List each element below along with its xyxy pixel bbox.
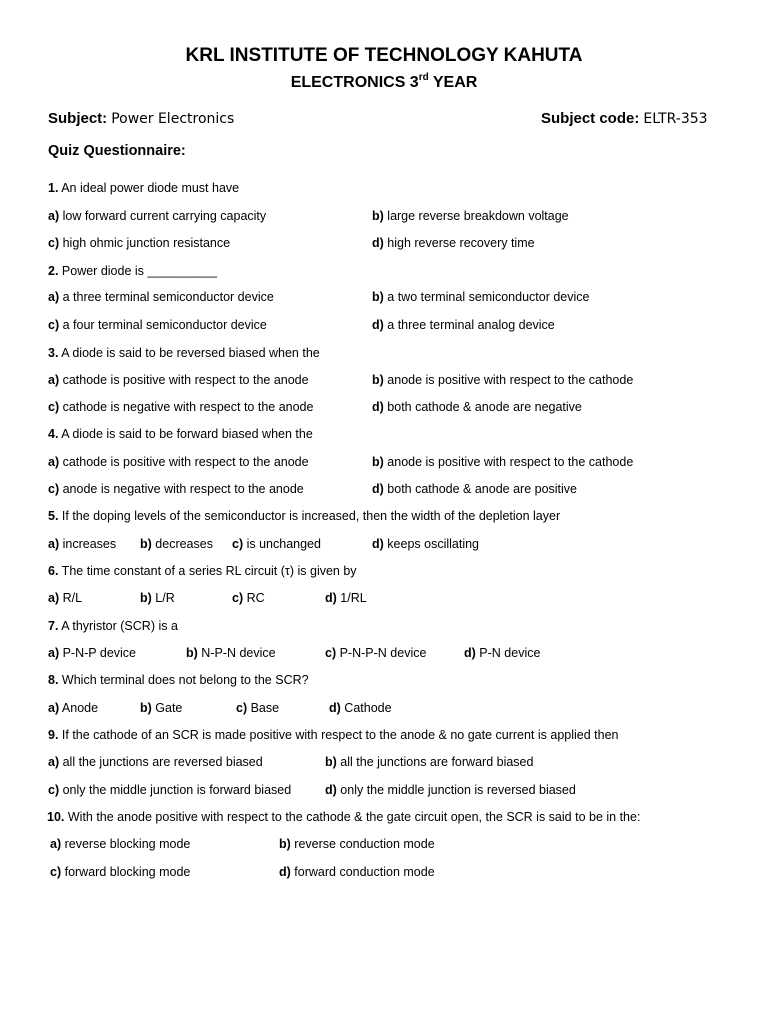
question-7 bbox=[48, 619, 178, 633]
option-letter: a) bbox=[50, 837, 62, 851]
option-letter: a) bbox=[48, 537, 60, 551]
option-letter: c) bbox=[48, 236, 60, 250]
option-letter: b) bbox=[372, 455, 384, 469]
option-9-a bbox=[48, 755, 263, 769]
question-8 bbox=[48, 673, 309, 687]
option-text: a three terminal analog device bbox=[383, 318, 555, 332]
question-number: 8. bbox=[48, 673, 59, 687]
class-title bbox=[0, 74, 768, 92]
question-text: If the cathode of an SCR is made positive with respect to the anode & no gate current is applied then bbox=[58, 728, 619, 742]
option-letter: b) bbox=[140, 701, 152, 715]
option-letter: b) bbox=[372, 373, 384, 387]
question-3 bbox=[48, 346, 320, 360]
option-letter: a) bbox=[48, 755, 60, 769]
option-letter: a) bbox=[48, 591, 60, 605]
option-text: high reverse recovery time bbox=[383, 236, 535, 250]
option-10-b bbox=[279, 837, 435, 851]
option-text: keeps oscillating bbox=[383, 537, 480, 551]
option-letter: d) bbox=[325, 783, 337, 797]
question-text: If the doping levels of the semiconductor is increased, then the width of the depletion layer bbox=[58, 509, 561, 523]
option-text: large reverse breakdown voltage bbox=[383, 209, 569, 223]
option-7-a bbox=[48, 646, 136, 660]
option-8-a bbox=[48, 701, 98, 715]
option-text: L/R bbox=[151, 591, 175, 605]
option-2-c bbox=[48, 318, 267, 332]
option-text: N-P-N device bbox=[197, 646, 276, 660]
option-3-a bbox=[48, 373, 309, 387]
option-text: P-N-P device bbox=[59, 646, 137, 660]
option-3-b bbox=[372, 373, 633, 387]
option-letter: b) bbox=[279, 837, 291, 851]
option-8-b bbox=[140, 701, 182, 715]
option-7-c bbox=[325, 646, 426, 660]
option-4-c bbox=[48, 482, 304, 496]
question-number: 6. bbox=[48, 564, 59, 578]
option-text: reverse conduction mode bbox=[290, 837, 435, 851]
option-letter: b) bbox=[140, 591, 152, 605]
option-text: all the junctions are reversed biased bbox=[59, 755, 263, 769]
option-letter: d) bbox=[372, 318, 384, 332]
question-number: 9. bbox=[48, 728, 59, 742]
option-4-b bbox=[372, 455, 633, 469]
subject-code-value: ELTR-353 bbox=[643, 111, 708, 127]
question-number: 3. bbox=[48, 346, 59, 360]
option-letter: b) bbox=[140, 537, 152, 551]
option-text: low forward current carrying capacity bbox=[59, 209, 267, 223]
option-5-d bbox=[372, 537, 479, 551]
option-2-b bbox=[372, 290, 589, 304]
option-4-a bbox=[48, 455, 309, 469]
option-letter: c) bbox=[48, 482, 60, 496]
option-letter: a) bbox=[48, 646, 60, 660]
question-number: 10. bbox=[47, 810, 65, 824]
question-text: An ideal power diode must have bbox=[58, 181, 240, 195]
option-text: P-N-P-N device bbox=[336, 646, 427, 660]
option-letter: a) bbox=[48, 701, 60, 715]
question-text: A thyristor (SCR) is a bbox=[58, 619, 178, 633]
option-text: P-N device bbox=[475, 646, 541, 660]
option-letter: a) bbox=[48, 290, 60, 304]
option-text: forward conduction mode bbox=[290, 865, 435, 879]
option-letter: d) bbox=[372, 236, 384, 250]
option-7-d bbox=[464, 646, 540, 660]
subject-label: Subject: bbox=[48, 110, 108, 127]
option-10-d bbox=[279, 865, 435, 879]
option-text: a three terminal semiconductor device bbox=[59, 290, 274, 304]
class-title-suffix: YEAR bbox=[428, 74, 478, 91]
option-1-a bbox=[48, 209, 266, 223]
question-number: 1. bbox=[48, 181, 59, 195]
option-5-a bbox=[48, 537, 116, 551]
option-text: RC bbox=[243, 591, 265, 605]
class-title-text: ELECTRONICS 3 bbox=[290, 74, 419, 91]
option-1-d bbox=[372, 236, 535, 250]
option-letter: c) bbox=[325, 646, 337, 660]
option-text: Cathode bbox=[340, 701, 392, 715]
question-1 bbox=[48, 181, 239, 195]
option-text: both cathode & anode are negative bbox=[383, 400, 582, 414]
option-letter: a) bbox=[48, 209, 60, 223]
option-letter: c) bbox=[48, 400, 60, 414]
option-text: forward blocking mode bbox=[61, 865, 191, 879]
question-4 bbox=[48, 427, 313, 441]
question-text: A diode is said to be forward biased when the bbox=[58, 427, 313, 441]
option-text: a two terminal semiconductor device bbox=[383, 290, 590, 304]
option-letter: b) bbox=[372, 209, 384, 223]
subject-line bbox=[48, 110, 234, 127]
option-10-a bbox=[50, 837, 190, 851]
option-text: cathode is positive with respect to the anode bbox=[59, 373, 309, 387]
option-text: both cathode & anode are positive bbox=[383, 482, 578, 496]
option-text: only the middle junction is forward biased bbox=[59, 783, 292, 797]
option-3-c bbox=[48, 400, 313, 414]
subject-code-label: Subject code: bbox=[541, 110, 640, 127]
option-8-c bbox=[236, 701, 279, 715]
option-letter: b) bbox=[372, 290, 384, 304]
option-6-c bbox=[232, 591, 265, 605]
option-letter: c) bbox=[232, 537, 244, 551]
option-text: high ohmic junction resistance bbox=[59, 236, 231, 250]
option-text: Gate bbox=[151, 701, 183, 715]
option-2-d bbox=[372, 318, 555, 332]
question-number: 5. bbox=[48, 509, 59, 523]
option-text: anode is negative with respect to the anode bbox=[59, 482, 304, 496]
option-letter: d) bbox=[325, 591, 337, 605]
question-6 bbox=[48, 564, 357, 578]
option-text: decreases bbox=[151, 537, 213, 551]
option-text: cathode is positive with respect to the anode bbox=[59, 455, 309, 469]
option-text: 1/RL bbox=[336, 591, 367, 605]
question-text: The time constant of a series RL circuit (τ) is given by bbox=[58, 564, 357, 578]
option-8-d bbox=[329, 701, 392, 715]
question-text: Power diode is __________ bbox=[58, 264, 217, 278]
option-1-c bbox=[48, 236, 230, 250]
option-9-c bbox=[48, 783, 291, 797]
option-6-d bbox=[325, 591, 367, 605]
question-number: 2. bbox=[48, 264, 59, 278]
option-text: anode is positive with respect to the cathode bbox=[383, 373, 634, 387]
option-letter: a) bbox=[48, 373, 60, 387]
question-text: With the anode positive with respect to the cathode & the gate circuit open, the SCR is said to be in the: bbox=[64, 810, 641, 824]
option-text: all the junctions are forward biased bbox=[336, 755, 534, 769]
option-letter: d) bbox=[329, 701, 341, 715]
option-letter: d) bbox=[372, 537, 384, 551]
option-letter: b) bbox=[325, 755, 337, 769]
question-number: 7. bbox=[48, 619, 59, 633]
option-letter: a) bbox=[48, 455, 60, 469]
option-letter: b) bbox=[186, 646, 198, 660]
option-letter: c) bbox=[232, 591, 244, 605]
option-4-d bbox=[372, 482, 577, 496]
option-text: cathode is negative with respect to the anode bbox=[59, 400, 314, 414]
option-text: Base bbox=[247, 701, 280, 715]
question-10 bbox=[47, 810, 640, 824]
option-10-c bbox=[50, 865, 190, 879]
question-text: A diode is said to be reversed biased when the bbox=[58, 346, 320, 360]
option-text: a four terminal semiconductor device bbox=[59, 318, 267, 332]
option-3-d bbox=[372, 400, 582, 414]
option-text: is unchanged bbox=[243, 537, 321, 551]
subject-code-line bbox=[541, 110, 708, 127]
option-letter: d) bbox=[279, 865, 291, 879]
option-letter: d) bbox=[372, 482, 384, 496]
subject-value: Power Electronics bbox=[111, 111, 235, 127]
option-letter: c) bbox=[48, 783, 60, 797]
option-2-a bbox=[48, 290, 274, 304]
option-letter: d) bbox=[372, 400, 384, 414]
option-9-b bbox=[325, 755, 533, 769]
option-5-c bbox=[232, 537, 321, 551]
question-2 bbox=[48, 264, 217, 278]
question-9 bbox=[48, 728, 619, 742]
option-5-b bbox=[140, 537, 213, 551]
option-letter: d) bbox=[464, 646, 476, 660]
question-number: 4. bbox=[48, 427, 59, 441]
question-text: Which terminal does not belong to the SCR? bbox=[58, 673, 309, 687]
option-text: R/L bbox=[59, 591, 83, 605]
class-title-superscript: rd bbox=[418, 72, 429, 83]
option-7-b bbox=[186, 646, 276, 660]
option-1-b bbox=[372, 209, 569, 223]
option-6-a bbox=[48, 591, 82, 605]
institute-title: KRL INSTITUTE OF TECHNOLOGY KAHUTA bbox=[185, 45, 583, 66]
option-text: Anode bbox=[59, 701, 99, 715]
option-text: reverse blocking mode bbox=[61, 837, 191, 851]
option-9-d bbox=[325, 783, 576, 797]
option-text: only the middle junction is reversed biased bbox=[336, 783, 576, 797]
option-letter: c) bbox=[48, 318, 60, 332]
option-text: increases bbox=[59, 537, 117, 551]
question-5 bbox=[48, 509, 560, 523]
option-letter: c) bbox=[50, 865, 62, 879]
option-text: anode is positive with respect to the cathode bbox=[383, 455, 634, 469]
option-letter: c) bbox=[236, 701, 248, 715]
option-6-b bbox=[140, 591, 175, 605]
section-title: Quiz Questionnaire: bbox=[48, 143, 186, 159]
